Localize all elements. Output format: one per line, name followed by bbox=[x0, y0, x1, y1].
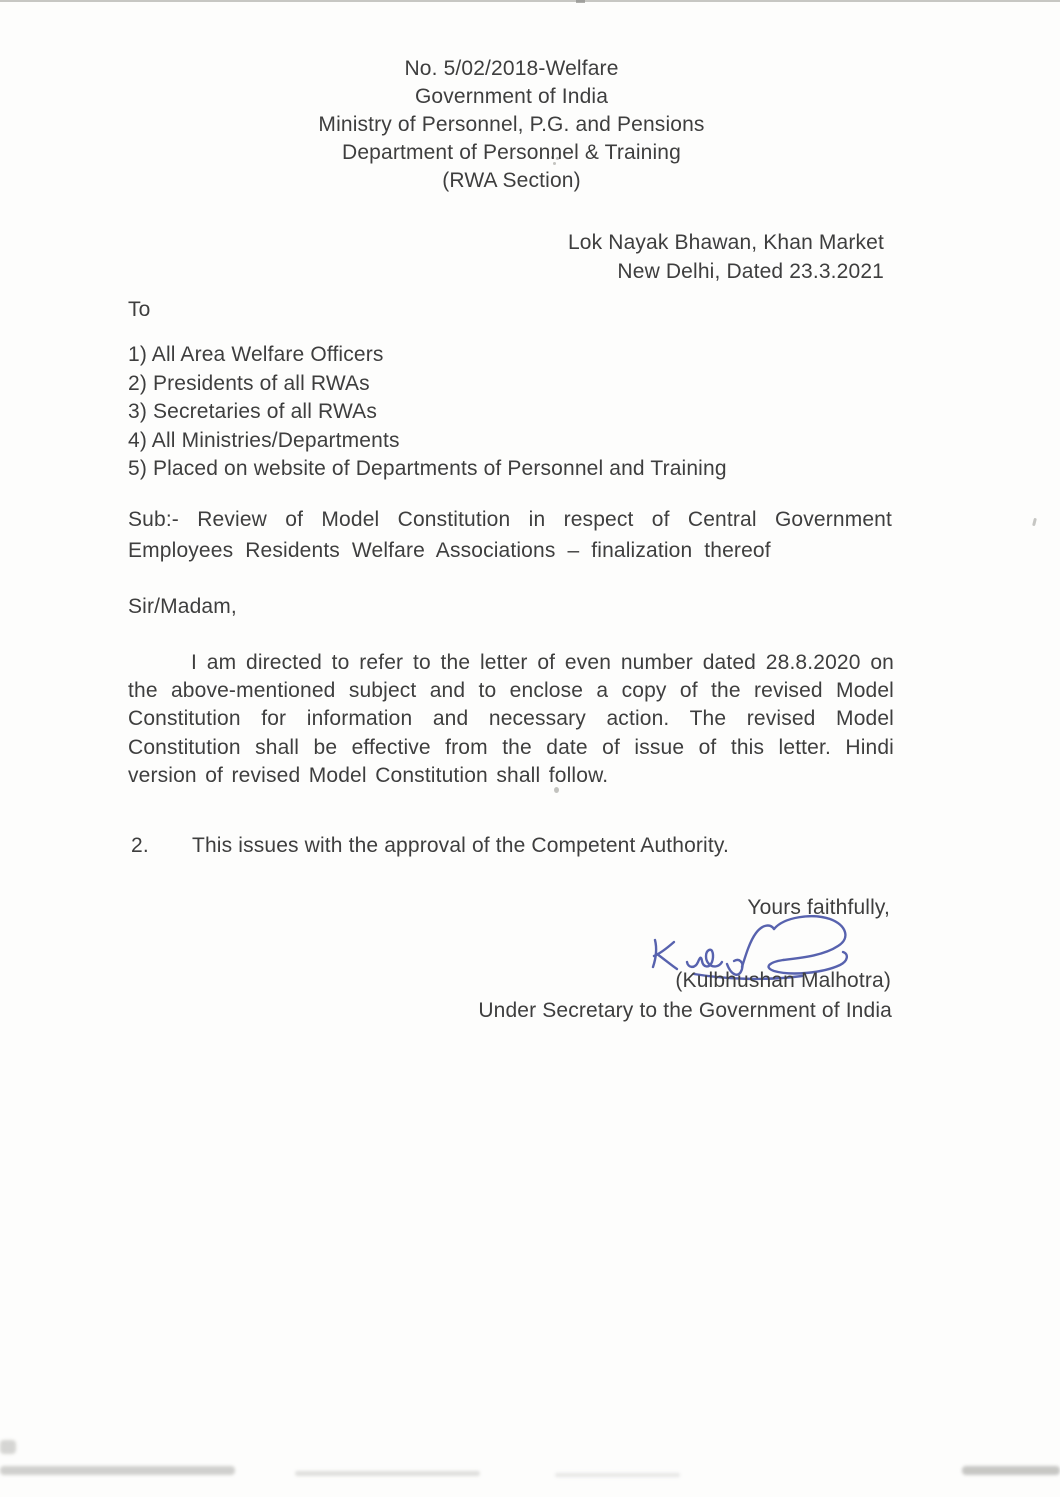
scan-smudge bbox=[0, 1440, 16, 1454]
to-label: To bbox=[128, 298, 151, 321]
address-line: Lok Nayak Bhawan, Khan Market bbox=[567, 231, 884, 254]
body-paragraph-2 bbox=[131, 832, 894, 860]
reference-number: No. 5/02/2018-Welfare bbox=[404, 57, 619, 80]
scan-smudge bbox=[555, 1473, 680, 1477]
body-paragraph-1: I am directed to refer to the letter of even number dated 28.8.2020 on the above-mentioned subject and to enclose a copy of the revised Model Constitution for information and necessary action. The revised Model Constitution shall be effective from the date of issue of this letter. Hindi version of revised Model Constitution shall follow. bbox=[128, 651, 894, 787]
signatory-title: Under Secretary to the Government of India bbox=[478, 999, 892, 1022]
paragraph-text: This issues with the approval of the Competent Authority. bbox=[192, 834, 729, 857]
scan-speck bbox=[1032, 518, 1037, 526]
salutation: Sir/Madam, bbox=[128, 595, 237, 618]
letterhead bbox=[128, 55, 895, 195]
recipient-item: 2) Presidents of all RWAs bbox=[128, 371, 370, 395]
scan-smudge bbox=[295, 1471, 480, 1476]
recipient-item: 1) All Area Welfare Officers bbox=[128, 343, 384, 366]
closing-line: Yours faithfully, bbox=[747, 896, 890, 919]
department-name: Department of Personnel & Training bbox=[342, 141, 681, 164]
scan-edge-line bbox=[0, 0, 1060, 2]
address-block bbox=[400, 228, 884, 286]
recipient-item: 4) All Ministries/Departments bbox=[128, 428, 400, 452]
signatory-name: (Kulbhushan Malhotra) bbox=[675, 969, 891, 992]
scan-smudge bbox=[0, 1466, 235, 1475]
date-line: New Delhi, Dated 23.3.2021 bbox=[617, 260, 884, 283]
paragraph-number: 2. bbox=[131, 834, 149, 857]
subject-line: Sub:- Review of Model Constitution in respect of Central Government Employees Residents Welfare Associations – finalization thereof bbox=[128, 508, 892, 562]
org-name: Government of India bbox=[414, 85, 609, 108]
section-name: (RWA Section) bbox=[442, 169, 581, 192]
recipient-list bbox=[128, 341, 895, 484]
recipient-item: 5) Placed on website of Departments of Personnel and Training bbox=[128, 457, 727, 480]
scan-tick-mark bbox=[576, 0, 585, 3]
recipient-item: 3) Secretaries of all RWAs bbox=[128, 400, 377, 423]
ministry-name: Ministry of Personnel, P.G. and Pensions bbox=[318, 113, 705, 136]
scan-smudge bbox=[962, 1466, 1060, 1475]
